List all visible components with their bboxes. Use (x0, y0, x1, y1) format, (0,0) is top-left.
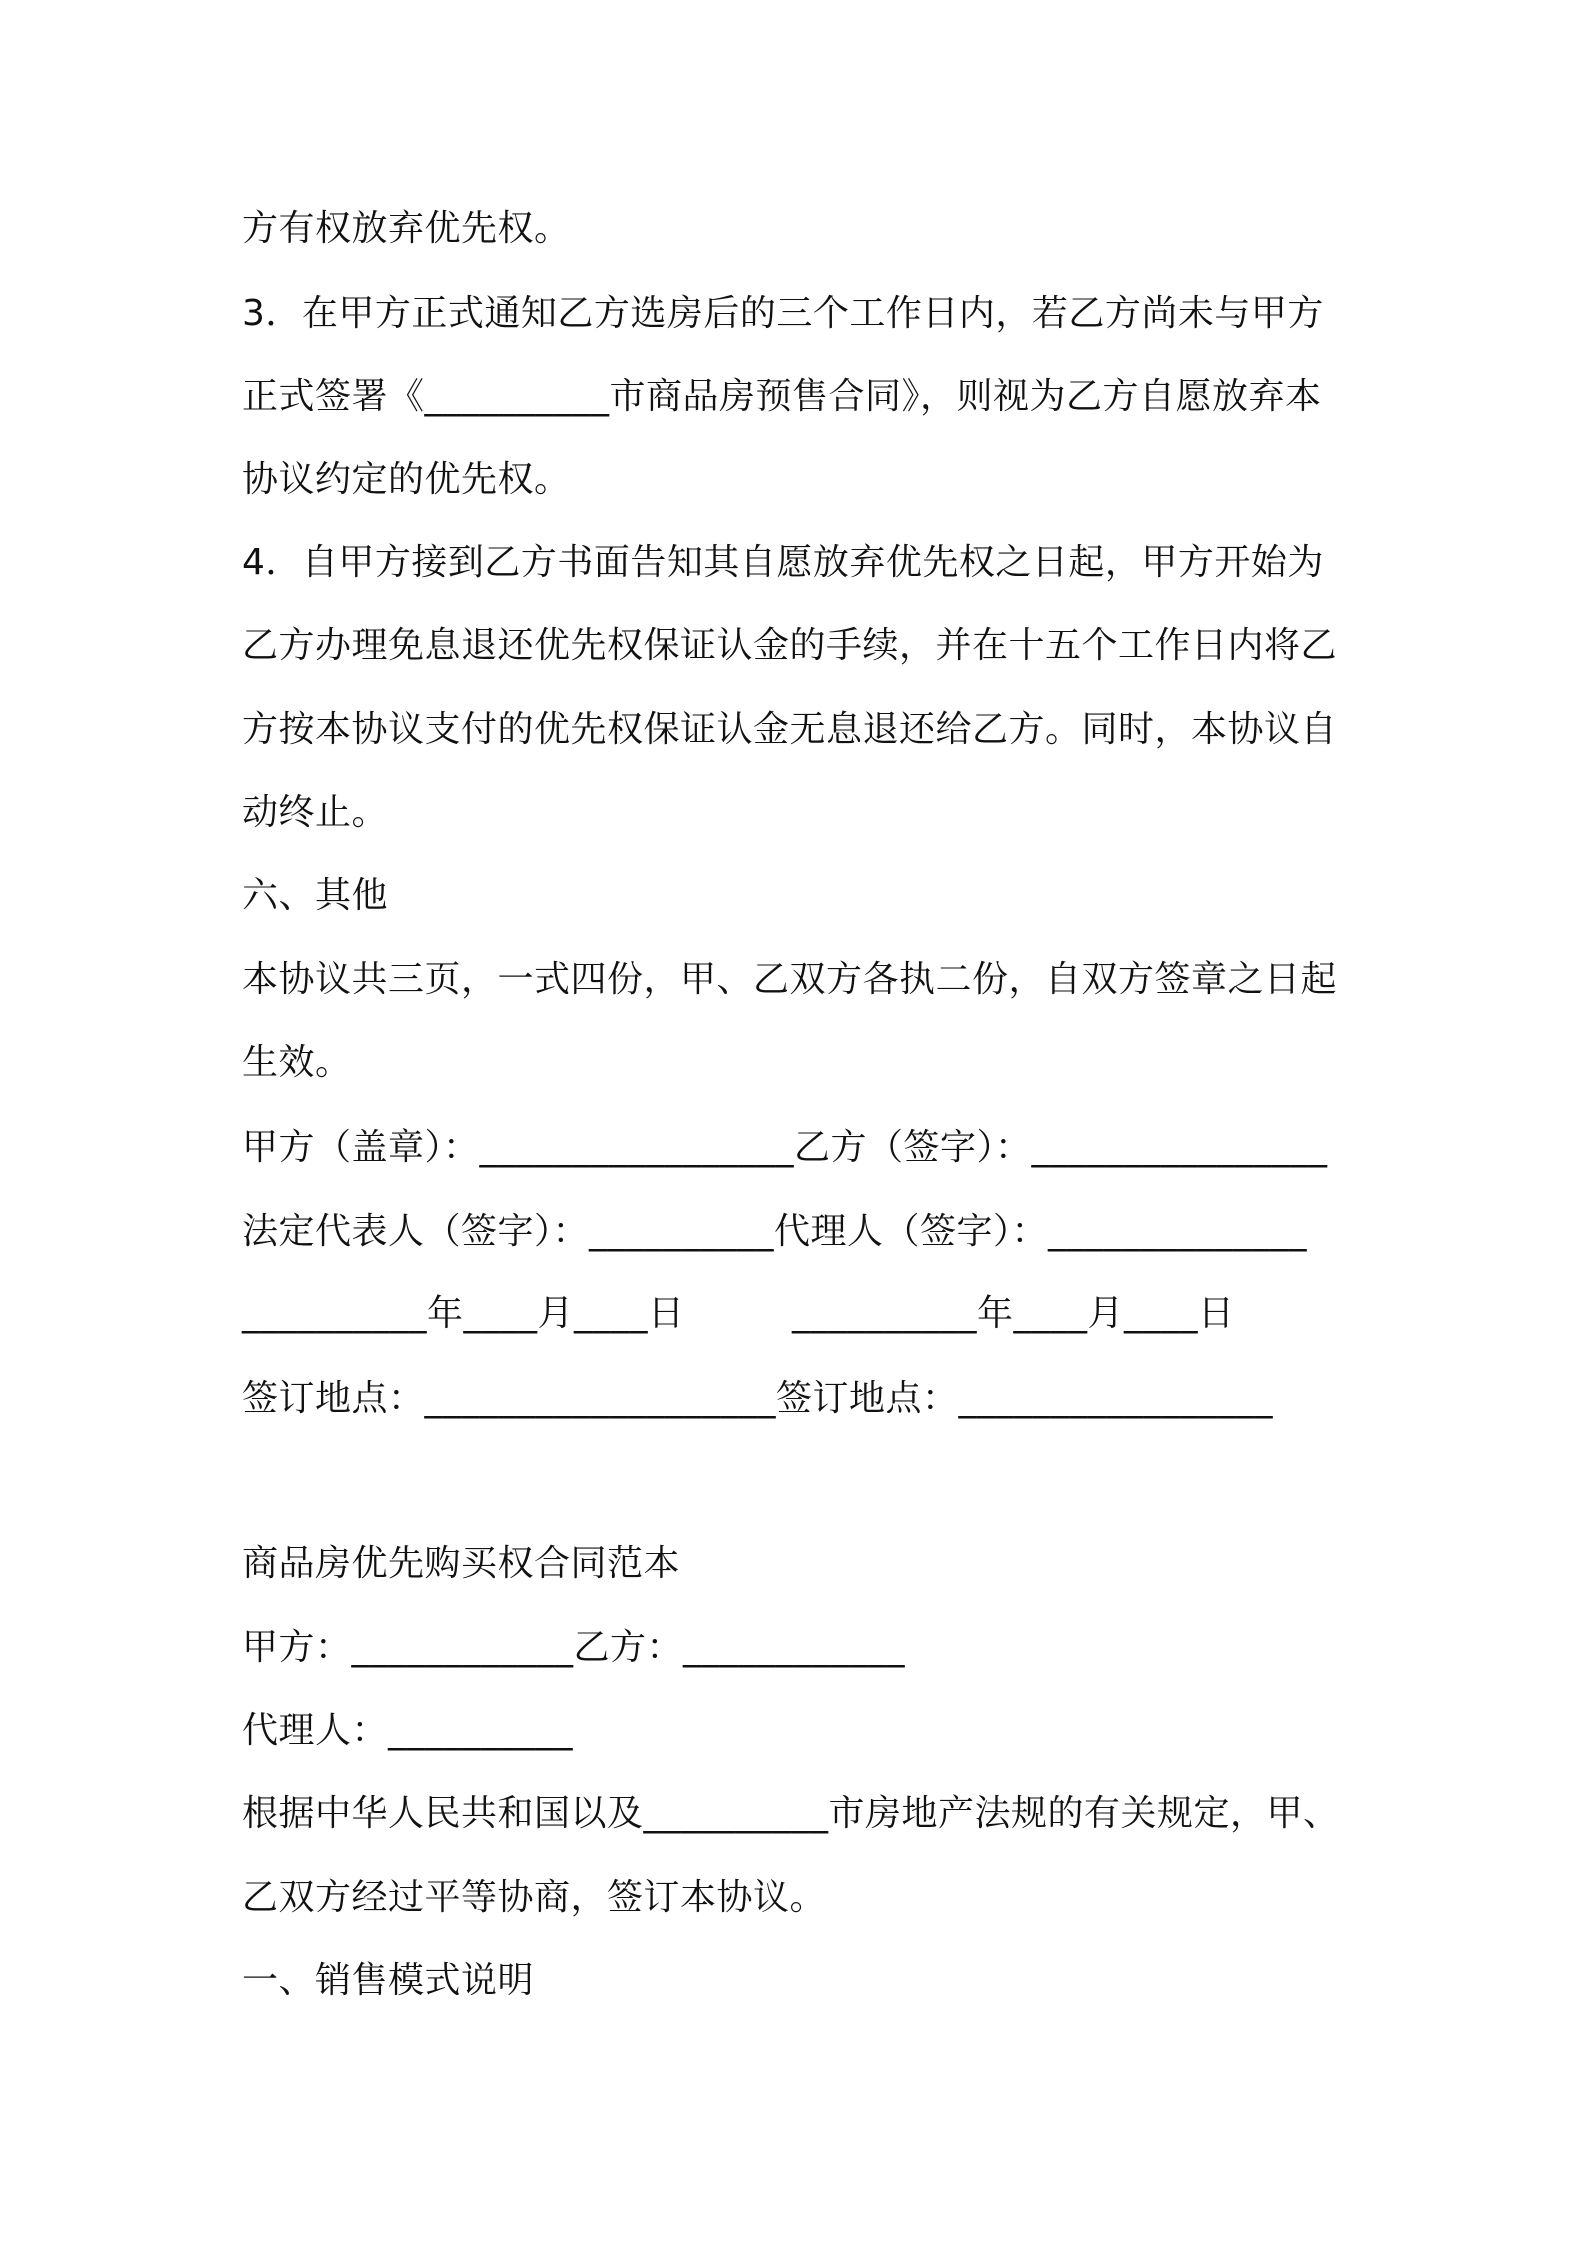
paragraph-line: 根据中华人民共和国以及__________市房地产法规的有关规定，甲、 (242, 1793, 1340, 1834)
signing-place-line: 签订地点：___________________签订地点：_________________ (242, 1378, 1274, 1419)
paragraph-line: 乙方办理免息退还优先权保证认金的手续，并在十五个工作日内将乙 (242, 625, 1338, 666)
signature-line: 法定代表人（签字）：__________代理人（签字）：______________ (242, 1211, 1308, 1252)
paragraph-line: 动终止。 (242, 792, 389, 833)
signature-line: 甲方（盖章）：_________________乙方（签字）：________________ (242, 1127, 1328, 1168)
section-heading: 六、其他 (242, 875, 389, 916)
paragraph-line: 乙双方经过平等协商，签订本协议。 (242, 1877, 827, 1918)
paragraph-line: 本协议共三页，一式四份，甲、乙双方各执二份，自双方签章之日起 (242, 959, 1338, 1000)
date-line: __________年____月____日 __________年____月____日 (242, 1293, 1235, 1334)
clause-4-line: 4．自甲方接到乙方书面告知其自愿放弃优先权之日起，甲方开始为 (242, 542, 1324, 583)
contract-title: 商品房优先购买权合同范本 (242, 1543, 681, 1584)
paragraph-line: 正式签署《__________市商品房预售合同》，则视为乙方自愿放弃本 (242, 376, 1322, 417)
clause-3-line: 3．在甲方正式通知乙方选房后的三个工作日内，若乙方尚未与甲方 (242, 293, 1324, 334)
paragraph-line: 生效。 (242, 1042, 352, 1083)
agent-line: 代理人：__________ (242, 1710, 574, 1751)
paragraph-line: 方按本协议支付的优先权保证认金无息退还给乙方。同时，本协议自 (242, 709, 1338, 750)
paragraph-line: 方有权放弃优先权。 (242, 208, 571, 249)
parties-line: 甲方：____________乙方：____________ (242, 1627, 906, 1668)
section-heading: 一、销售模式说明 (242, 1960, 535, 2001)
paragraph-line: 协议约定的优先权。 (242, 459, 571, 500)
